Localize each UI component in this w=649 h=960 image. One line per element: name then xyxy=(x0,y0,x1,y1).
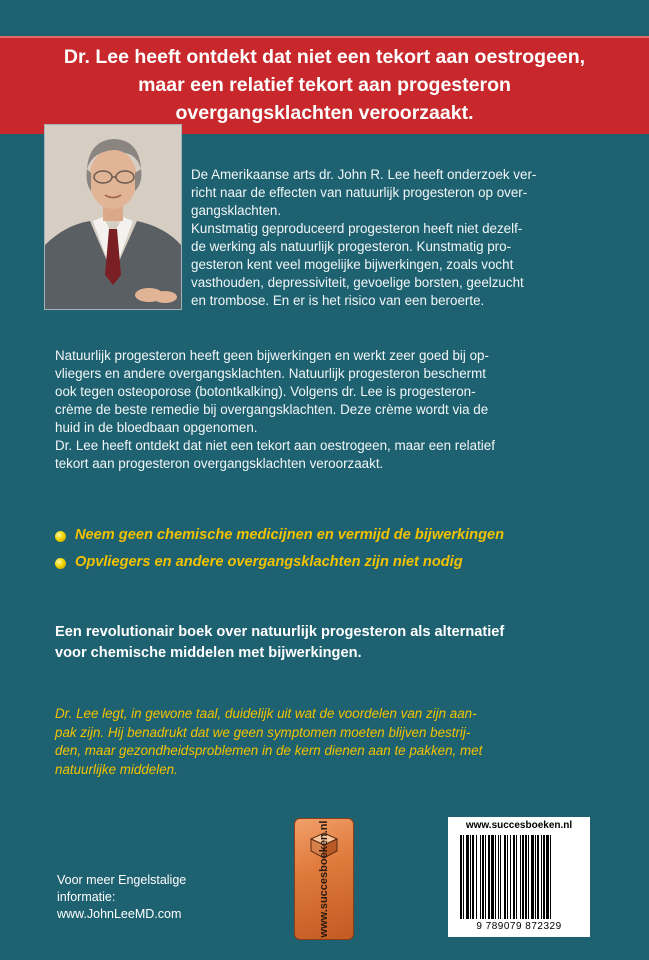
barcode-bar xyxy=(541,835,542,919)
barcode-bar xyxy=(470,835,471,919)
barcode-bar xyxy=(543,835,545,919)
summary-line: pak zijn. Hij benadrukt dat we geen symptomen moeten blijven bestrij- xyxy=(55,724,471,740)
banner-line: maar een relatief tekort aan progesteron xyxy=(138,74,511,96)
info-website: www.JohnLeeMD.com xyxy=(57,907,182,921)
bullet-item xyxy=(55,554,615,581)
body-line: tekort aan progesteron overgangsklachten veroorzaakt. xyxy=(55,456,384,471)
barcode-bar xyxy=(531,835,534,919)
barcode xyxy=(448,817,590,937)
barcode-url: www.succesboeken.nl xyxy=(465,820,573,831)
tagline-line: Een revolutionair boek over natuurlijk progesteron als alternatief xyxy=(55,624,505,640)
barcode-bar xyxy=(498,835,499,919)
banner-line: overgangsklachten veroorzaakt. xyxy=(175,102,474,124)
barcode-bar xyxy=(525,835,527,919)
info-line: Voor meer Engelstalige xyxy=(57,873,187,887)
publisher-logo-icon xyxy=(294,818,354,940)
barcode-bar xyxy=(491,835,494,919)
barcode-bar xyxy=(500,835,501,919)
barcode-bar xyxy=(504,835,506,919)
publisher-logo-text xyxy=(318,821,330,938)
barcode-bar xyxy=(482,835,484,919)
bullet-dot-icon xyxy=(55,558,66,569)
intro-line: de werking als natuurlijk progesteron. Kunstmatig pro- xyxy=(191,239,512,254)
intro-line: richt naar de effecten van natuurlijk progesteron op over- xyxy=(191,185,528,200)
body-line: Dr. Lee heeft ontdekt dat niet een tekort aan oestrogeen, maar een relatief xyxy=(55,438,495,453)
barcode-bar xyxy=(466,835,469,919)
body-line: crème de beste remedie bij overgangsklachten. Deze crème wordt via de xyxy=(55,402,489,417)
barcode-bar xyxy=(507,835,508,919)
header-banner xyxy=(0,36,649,134)
barcode-bar xyxy=(510,835,511,919)
barcode-bar xyxy=(480,835,481,919)
barcode-bar xyxy=(488,835,490,919)
summary-line: Dr. Lee legt, in gewone taal, duidelijk uit wat de voordelen van zijn aan- xyxy=(55,706,477,721)
publisher-logo-name: succesboeken.nl xyxy=(318,820,330,910)
bullet-dot-icon xyxy=(55,531,66,542)
author-portrait-icon xyxy=(45,125,181,309)
barcode-bar xyxy=(535,835,536,919)
barcode-isbn: 9 789079 872329 xyxy=(476,921,562,932)
body-line: vliegers en andere overgangsklachten. Natuurlijk progesteron beschermt xyxy=(55,366,486,381)
intro-line: Kunstmatig geproduceerd progesteron heeft niet dezelf- xyxy=(191,221,523,236)
barcode-bar xyxy=(476,835,477,919)
barcode-icon xyxy=(448,817,590,937)
barcode-bar xyxy=(463,835,464,919)
barcode-bar xyxy=(537,835,539,919)
barcode-bar xyxy=(485,835,486,919)
intro-line: en trombose. En er is het risico van een beroerte. xyxy=(191,293,485,308)
intro-line: gangsklachten. xyxy=(191,203,282,218)
body-line: huid in de bloedbaan opgenomen. xyxy=(55,420,258,435)
barcode-bar xyxy=(513,835,515,919)
summary-line: den, maar gezondheidsproblemen in de kern dienen aan te pakken, met xyxy=(55,743,483,758)
barcode-bar xyxy=(520,835,521,919)
tagline-line: voor chemische middelen met bijwerkingen. xyxy=(55,645,362,661)
author-photo xyxy=(44,124,182,310)
barcode-bar xyxy=(550,835,551,919)
barcode-bar xyxy=(472,835,474,919)
barcode-bar xyxy=(516,835,517,919)
summary-line: natuurlijke middelen. xyxy=(55,761,178,777)
publisher-logo-prefix: www. xyxy=(318,909,330,938)
intro-line: gesteron kent veel mogelijke bijwerkingen, zoals vocht xyxy=(191,257,514,272)
bullet-list xyxy=(55,527,615,581)
intro-paragraph xyxy=(191,166,604,310)
more-info xyxy=(57,872,186,923)
tagline xyxy=(55,622,615,664)
body-paragraph xyxy=(55,347,615,473)
barcode-bar xyxy=(528,835,529,919)
barcode-bar xyxy=(546,835,549,919)
banner-line: Dr. Lee heeft ontdekt dat niet een tekort aan oestrogeen, xyxy=(63,46,586,68)
barcode-bar xyxy=(522,835,524,919)
summary-paragraph xyxy=(55,705,615,779)
info-line: informatie: xyxy=(57,890,116,904)
bullet-text: Opvliegers en andere overgangsklachten zijn niet nodig xyxy=(75,554,463,570)
barcode-bar xyxy=(460,835,462,919)
bullet-text: Neem geen chemische medicijnen en vermijd de bijwerkingen xyxy=(75,527,505,543)
intro-line: vasthouden, depressiviteit, gevoelige borsten, geelzucht xyxy=(191,275,524,290)
bullet-item xyxy=(55,527,615,554)
body-line: ook tegen osteoporose (botontkalking). Volgens dr. Lee is progesteron- xyxy=(55,384,476,399)
intro-line: De Amerikaanse arts dr. John R. Lee heeft onderzoek ver- xyxy=(191,167,537,182)
barcode-bar xyxy=(495,835,496,919)
body-line: Natuurlijk progesteron heeft geen bijwerkingen en werkt zeer goed bij op- xyxy=(55,348,489,363)
